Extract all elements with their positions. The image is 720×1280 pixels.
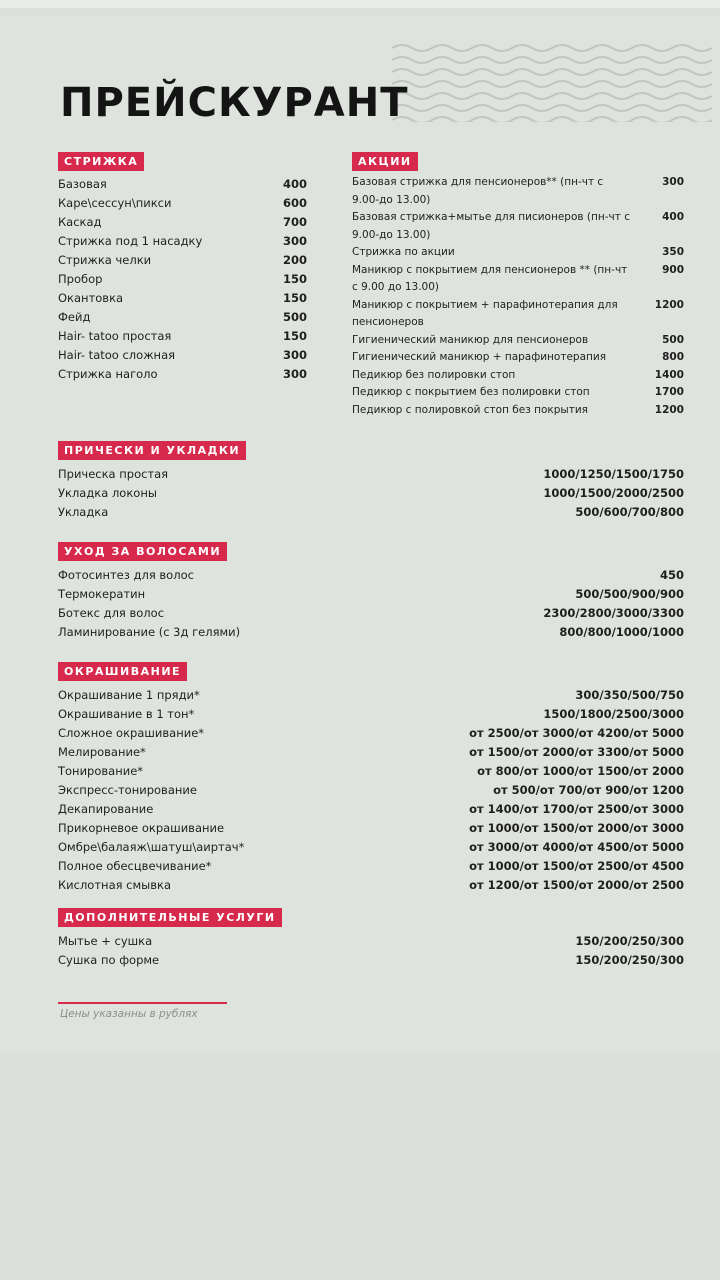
styling-list (58, 465, 684, 522)
service-price: 300 (282, 367, 307, 381)
service-price: 600 (282, 196, 307, 210)
top-strip (0, 0, 720, 8)
service-name: Базовая стрижка для пенсионеров** (пн-чт с 9.00-до 13.00) (352, 176, 604, 206)
price-row (58, 251, 307, 270)
service-name: Окрашивание в 1 тон* (58, 707, 195, 721)
service-name: Мелирование* (58, 745, 146, 759)
service-price: 150/200/250/300 (575, 934, 684, 948)
section-tag-coloring: ОКРАШИВАНИЕ (58, 662, 187, 681)
price-row (58, 876, 684, 895)
service-price: 1000/1500/2000/2500 (543, 486, 684, 500)
service-name: Педикюр с покрытием без полировки стоп (352, 386, 590, 398)
price-row (352, 297, 684, 332)
service-name: Стрижка наголо (58, 367, 158, 381)
service-name: Ботекс для волос (58, 606, 165, 620)
price-row (58, 346, 307, 365)
price-row (58, 819, 684, 838)
service-name: Педикюр с полировкой стоп без покрытия (352, 403, 588, 416)
section-tag-care: УХОД ЗА ВОЛОСАМИ (58, 542, 227, 561)
price-row (58, 743, 684, 762)
service-name: Фотосинтез для волос (58, 568, 194, 582)
service-price: от 2500/от 3000/от 4200/от 5000 (469, 726, 684, 740)
price-row (58, 484, 684, 503)
service-price: 150/200/250/300 (575, 953, 684, 967)
service-price: 1000/1250/1500/1750 (543, 467, 684, 481)
service-name: Ламинирование (с 3д гелями) (58, 625, 241, 639)
service-price: 1700 (654, 386, 684, 398)
service-price: 1500/1800/2500/3000 (543, 707, 684, 721)
price-row (58, 951, 684, 970)
price-row (58, 308, 307, 327)
price-row (58, 566, 684, 585)
service-name: Полное обесцвечивание* (58, 859, 212, 873)
service-name: Укладка (58, 505, 109, 519)
service-name: Омбре\балаяж\шатуш\аиртач* (58, 840, 245, 854)
service-price: 300 (282, 348, 307, 362)
footnote-divider (58, 1002, 227, 1004)
price-row (352, 367, 684, 385)
service-price: 300/350/500/750 (575, 688, 684, 702)
service-name: Укладка локоны (58, 486, 157, 500)
service-price: 400 (282, 177, 307, 191)
service-name: Каскад (58, 215, 102, 229)
price-row (58, 762, 684, 781)
price-row (58, 857, 684, 876)
service-price: 800 (662, 351, 684, 363)
service-price: от 1400/от 1700/от 2500/от 3000 (469, 802, 684, 816)
service-name: Фейд (58, 310, 91, 324)
price-row (58, 213, 307, 232)
section-tag-promo: АКЦИИ (352, 152, 418, 171)
service-name: Термокератин (58, 587, 146, 601)
service-name: Базовая (58, 177, 107, 191)
service-price: 700 (282, 215, 307, 229)
service-price: 800/800/1000/1000 (559, 625, 684, 639)
service-name: Hair- tatoo простая (58, 329, 172, 343)
price-row (58, 365, 307, 384)
price-row (352, 349, 684, 367)
price-row (58, 604, 684, 623)
service-name: Мытье + сушка (58, 934, 153, 948)
extra-list (58, 932, 684, 970)
service-price: 450 (659, 568, 684, 582)
price-row (58, 465, 684, 484)
price-row (352, 384, 684, 402)
service-price: 150 (282, 272, 307, 286)
service-price: от 1500/от 2000/от 3300/от 5000 (469, 745, 684, 759)
price-row (58, 705, 684, 724)
price-row (58, 270, 307, 289)
price-row (352, 332, 684, 350)
price-row (58, 686, 684, 705)
price-row (58, 585, 684, 604)
service-price: 350 (662, 246, 684, 258)
service-name: Прикорневое окрашивание (58, 821, 225, 835)
price-row (352, 174, 684, 209)
service-price: 500 (282, 310, 307, 324)
service-price: 300 (662, 176, 684, 188)
section-tag-styling: ПРИЧЕСКИ И УКЛАДКИ (58, 441, 246, 460)
service-price: от 1000/от 1500/от 2500/от 4500 (469, 859, 684, 873)
price-row (352, 402, 684, 420)
price-row (58, 800, 684, 819)
service-name: Окрашивание 1 пряди* (58, 688, 200, 702)
service-name: Стрижка под 1 насадку (58, 234, 203, 248)
service-name: Базовая стрижка+мытье для писионеров (пн-чт с 9.00-до 13.00) (352, 211, 630, 241)
price-row (58, 724, 684, 743)
service-name: Декапирование (58, 802, 154, 816)
service-price: 1200 (654, 403, 684, 416)
service-price: 500/600/700/800 (575, 505, 684, 519)
service-name: Экспресс-тонирование (58, 783, 197, 797)
service-price: от 1000/от 1500/от 2000/от 3000 (469, 821, 684, 835)
price-row (58, 932, 684, 951)
footnote: Цены указанны в рублях (60, 1008, 198, 1020)
price-row (352, 262, 684, 297)
coloring-list (58, 686, 684, 895)
price-row (58, 327, 307, 346)
service-name: Кислотная смывка (58, 878, 172, 892)
service-price: 1200 (654, 298, 684, 311)
section-tag-extra: ДОПОЛНИТЕЛЬНЫЕ УСЛУГИ (58, 908, 282, 927)
service-price: 150 (282, 291, 307, 305)
service-price: 500 (662, 333, 684, 346)
price-row (352, 244, 684, 262)
service-price: 200 (282, 253, 307, 267)
service-name: Педикюр без полировки стоп (352, 368, 516, 381)
price-row (58, 503, 684, 522)
service-name: Маникюр с покрытием для пенсионеров ** (пн-чт с 9.00 до 13.00) (352, 263, 628, 293)
service-name: Гигиенический маникюр для пенсионеров (352, 333, 589, 346)
section-tag-haircut: СТРИЖКА (58, 152, 144, 171)
service-price: 900 (662, 263, 684, 276)
service-price: 500/500/900/900 (575, 587, 684, 601)
service-price: от 800/от 1000/от 1500/от 2000 (477, 764, 684, 778)
service-price: 300 (282, 234, 307, 248)
service-name: Окантовка (58, 291, 124, 305)
service-price: 1400 (654, 368, 684, 381)
service-name: Каре\сессун\пикси (58, 196, 172, 210)
service-price: от 1200/от 1500/от 2000/от 2500 (469, 878, 684, 892)
service-name: Сушка по форме (58, 953, 160, 967)
price-row (58, 781, 684, 800)
price-row (352, 209, 684, 244)
wave-decoration (392, 42, 720, 122)
service-name: Тонирование* (58, 764, 144, 778)
service-name: Hair- tatoo сложная (58, 348, 176, 362)
service-name: Стрижка по акции (352, 246, 455, 258)
service-price: 2300/2800/3000/3300 (543, 606, 684, 620)
service-name: Сложное окрашивание* (58, 726, 205, 740)
service-price: от 3000/от 4000/от 4500/от 5000 (469, 840, 684, 854)
price-row (58, 175, 307, 194)
page-title: ПРЕЙСКУРАНТ (60, 80, 409, 126)
price-row (58, 623, 684, 642)
service-price: 400 (662, 211, 684, 223)
price-row (58, 194, 307, 213)
haircut-list (58, 175, 307, 384)
promo-list (352, 174, 684, 419)
service-name: Гигиенический маникюр + парафинотерапия (352, 351, 607, 363)
service-price: от 500/от 700/от 900/от 1200 (493, 783, 684, 797)
service-price: 150 (282, 329, 307, 343)
price-row (58, 289, 307, 308)
service-name: Маникюр с покрытием + парафинотерапия для пенсионеров (352, 298, 618, 328)
service-name: Стрижка челки (58, 253, 152, 267)
price-row (58, 232, 307, 251)
service-name: Прическа простая (58, 467, 169, 481)
service-name: Пробор (58, 272, 103, 286)
price-row (58, 838, 684, 857)
care-list (58, 566, 684, 642)
